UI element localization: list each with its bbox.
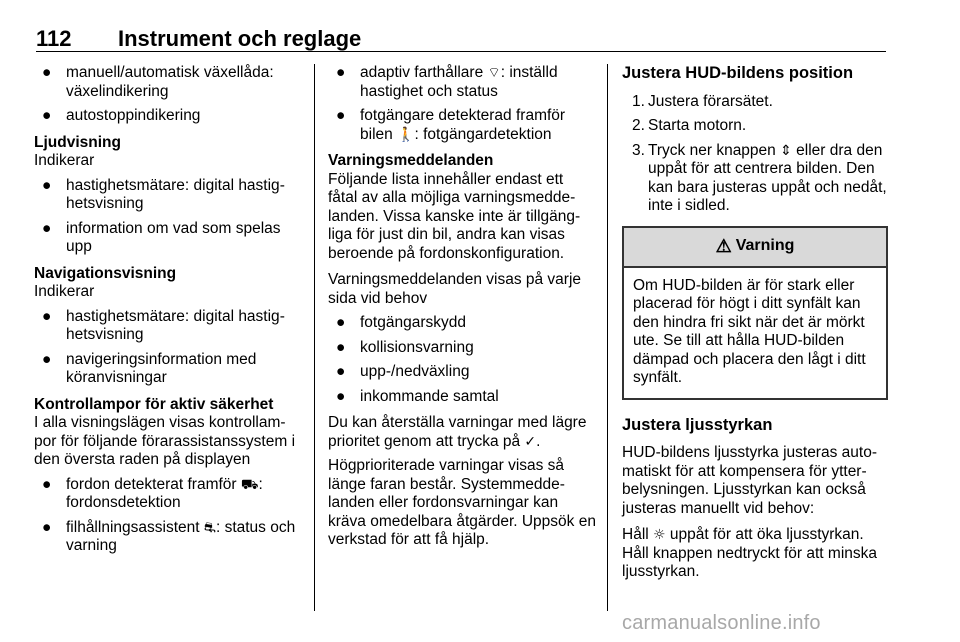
list-item: ● fotgängarskydd bbox=[336, 314, 466, 331]
list-item: ● inkommande samtal bbox=[336, 387, 499, 405]
kontroll-text: I alla visningslägen visas kontrollampor för följande förarassistanssystem i den översta raden på displayen bbox=[34, 414, 296, 468]
hud-adjust-icon: ⇕ bbox=[780, 142, 792, 159]
list-item: ● adaptiv farthållare ⌔: inställd hastighet och status bbox=[336, 64, 558, 100]
list-item: ● navigeringsinformation med köranvisningar bbox=[42, 350, 257, 386]
navigering-list bbox=[34, 308, 302, 388]
list-item: ● fordon detekterat framför ⛟: fordonsdetektion bbox=[42, 475, 263, 511]
warning-title: Varning bbox=[735, 237, 795, 255]
reset-text: Du kan återställa varningar med lägre prioritet genom att trycka på ✓. bbox=[328, 414, 587, 450]
list-item: ● autostoppindikering bbox=[42, 107, 201, 124]
priority-text: Högprioriterade varningar visas så länge faran består. Systemmeddelanden eller fordonsvarningar kan kräva omedelbara åtgärder. Uppsök en verkstad för att få hjälp. bbox=[328, 457, 596, 548]
pedestrian-icon: 🚶 bbox=[397, 126, 415, 143]
step-item: 2. Starta motorn. bbox=[632, 117, 747, 134]
column-3 bbox=[622, 64, 888, 590]
warnings-text-1: Följande lista innehåller endast ett fåtal av alla möjliga varningsmeddelanden. Vissa kanske inte är tillgängliga för just din bil, andra kan visas beroende på fordonskonfiguration. bbox=[328, 170, 581, 262]
list-item: ● upp-/nedväxling bbox=[336, 363, 470, 380]
warning-header bbox=[624, 228, 886, 268]
checkmark-icon: ✓ bbox=[524, 433, 537, 450]
step-item: 3. Tryck ner knappen ⇕ eller dra den uppåt för att centrera bilden. Den kan bara justeras uppåt och nedåt, inte i sidled. bbox=[632, 141, 887, 214]
adaptive-cruise-icon: ⌔ bbox=[487, 65, 501, 81]
brightness-heading: Justera ljusstyrkan bbox=[622, 415, 773, 434]
list-item: ● hastighetsmätare: digital hastighetsvisning bbox=[42, 176, 285, 212]
top-bullet-list bbox=[34, 64, 302, 126]
ljudvisning-list bbox=[34, 177, 302, 257]
column-divider-1 bbox=[314, 64, 315, 611]
page-number: 112 bbox=[36, 26, 72, 51]
watermark: carmanualsonline.info bbox=[622, 612, 821, 634]
ljudvisning-sub: Indikerar bbox=[34, 152, 95, 169]
hud-position-heading: Justera HUD-bildens position bbox=[622, 64, 854, 82]
lane-keep-icon: ⛐ bbox=[203, 519, 216, 536]
list-item: ● hastighetsmätare: digital hastighetsvisning bbox=[42, 307, 285, 343]
list-item: ● fotgängare detekterad framför bilen 🚶: fotgängardetektion bbox=[336, 107, 566, 143]
kontroll-list bbox=[34, 476, 302, 556]
navigering-heading: Navigationsvisning bbox=[34, 264, 177, 282]
ljudvisning-heading: Ljudvisning bbox=[34, 133, 121, 151]
warnings-list bbox=[328, 314, 596, 406]
warning-box bbox=[622, 226, 888, 400]
navigering-sub: Indikerar bbox=[34, 283, 95, 300]
warning-body: Om HUD-bilden är för stark eller placerad för högt i ditt synfält kan den hindra fri sikt när det är mörkt ute. Se till att hålla HUD-bilden dämpad och placera den lågt i ditt synfält. bbox=[633, 276, 866, 386]
warnings-heading: Varningsmeddelanden bbox=[328, 152, 494, 169]
vehicle-detected-icon: ⛟ bbox=[240, 476, 259, 493]
step-item: 1. Justera förarsätet. bbox=[632, 92, 773, 110]
page-title: Instrument och reglage bbox=[118, 26, 362, 51]
list-item: ● kollisionsvarning bbox=[336, 338, 474, 356]
warning-triangle-icon: ⚠ bbox=[715, 236, 732, 257]
brightness-icon: ☼ bbox=[653, 527, 666, 543]
column-1 bbox=[34, 64, 302, 564]
list-item: ● manuell/automatisk växellåda: växelindikering bbox=[42, 64, 274, 100]
column-divider-2 bbox=[607, 64, 608, 611]
column-2 bbox=[328, 64, 596, 558]
page-header bbox=[36, 26, 886, 52]
assist-bullet-list bbox=[328, 64, 596, 144]
kontroll-heading: Kontrollampor för aktiv säkerhet bbox=[34, 395, 274, 413]
list-item: ● information om vad som spelas upp bbox=[42, 219, 281, 255]
list-item: ● filhållningsassistent ⛐: status och varning bbox=[42, 518, 296, 554]
hud-steps bbox=[622, 93, 888, 216]
brightness-text-1: HUD-bildens ljusstyrka justeras automatiskt för att kompensera för ytterbelysningen. Ljusstyrkan kan också justeras manuellt vid behov: bbox=[622, 444, 877, 517]
warnings-text-2: Varningsmeddelanden visas på varje sida vid behov bbox=[328, 271, 582, 307]
brightness-text-2: Håll ☼ uppåt för att öka ljusstyrkan. Håll knappen nedtryckt för att minska ljusstyrkan. bbox=[622, 526, 878, 580]
